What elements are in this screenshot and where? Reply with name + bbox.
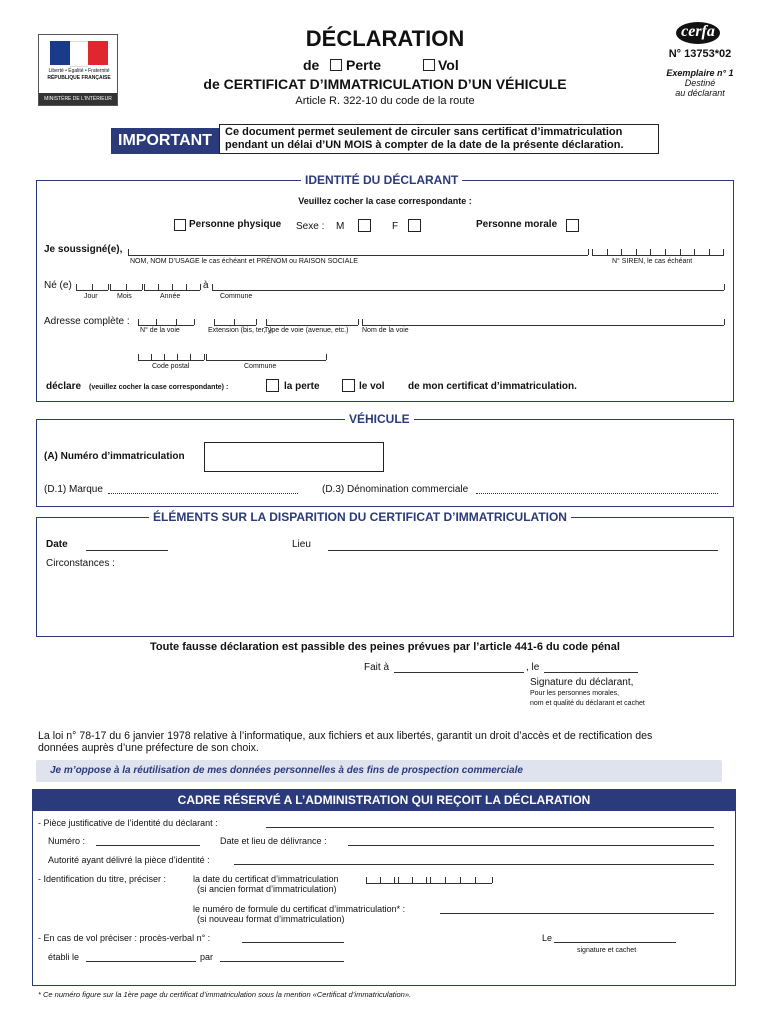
tick <box>138 319 139 325</box>
numero-label: Numéro : <box>48 836 86 846</box>
nom-voie-input[interactable] <box>362 325 724 326</box>
no-voie-input[interactable] <box>138 325 194 326</box>
tick <box>204 354 205 360</box>
lieu-label: Lieu <box>292 539 311 550</box>
code-postal-input[interactable] <box>138 360 204 361</box>
tick <box>190 354 191 360</box>
nom-qualite: nom et qualité du déclarant et cachet <box>530 700 645 707</box>
nouveau-format: (si nouveau format d’immatriculation) <box>197 914 345 924</box>
loi-line2: données auprès d’une préfecture de son choix. <box>38 742 259 754</box>
de-mon-certificat: de mon certificat d’immatriculation. <box>408 381 577 392</box>
sexe-m-checkbox[interactable] <box>358 219 371 232</box>
tick <box>234 319 235 325</box>
date-lieu-label: Date et lieu de délivrance : <box>220 836 327 846</box>
personne-morale-checkbox[interactable] <box>566 219 579 232</box>
cerfa-logo: cerfa <box>676 22 720 44</box>
commune-hint: Commune <box>220 293 253 300</box>
tick <box>592 249 593 255</box>
siren-input[interactable] <box>592 255 724 256</box>
circonstances-label: Circonstances : <box>46 558 115 569</box>
tick <box>398 877 399 883</box>
destine-label: Destiné <box>684 78 716 88</box>
tick <box>172 284 173 290</box>
tick <box>724 319 725 325</box>
tick <box>724 284 725 290</box>
nom-hint: NOM, NOM D’USAGE le cas échéant et PRÉNOM ou RAISON SOCIALE <box>130 258 358 265</box>
date-input[interactable] <box>86 550 168 551</box>
tick <box>186 284 187 290</box>
numero-immat-label: (A) Numéro d’immatriculation <box>44 451 185 462</box>
vol-pv-label: - En cas de vol préciser : procès-verbal n° : <box>38 933 211 943</box>
tick <box>142 284 143 290</box>
tick <box>430 877 431 883</box>
le-vol-label: le vol <box>359 381 385 392</box>
veuillez-cocher: Veuillez cocher la case correspondante : <box>298 196 472 206</box>
numero-input[interactable] <box>96 845 200 846</box>
jour-hint: Jour <box>84 293 98 300</box>
identification-label: - Identification du titre, préciser : <box>38 874 167 884</box>
title-de: de <box>303 57 320 73</box>
piece-label: - Pièce justificative de l’identité du déclarant : <box>38 818 218 828</box>
important-line2: pendant un délai d’UN MOIS à compter de la date de la présente déclaration. <box>225 139 624 151</box>
oppose-text: Je m’oppose à la réutilisation de mes données personnelles à des fins de prospection commerciale <box>50 765 523 776</box>
tick <box>158 284 159 290</box>
identite-title: IDENTITÉ DU DÉCLARANT <box>301 173 462 187</box>
tick <box>460 877 461 883</box>
commune-input[interactable] <box>206 360 326 361</box>
etabli-label: établi le <box>48 952 80 962</box>
tick <box>128 249 129 255</box>
vol-checkbox[interactable] <box>423 59 435 71</box>
adresse-label: Adresse complète : <box>44 316 130 327</box>
tick <box>92 284 93 290</box>
loi-line1: La loi n° 78-17 du 6 janvier 1978 relative à l’informatique, aux fichiers et aux libertés, garantit un droit d’accès et de rectification des <box>38 730 653 742</box>
pour-personnes-morales: Pour les personnes morales, <box>530 690 620 697</box>
tick <box>366 877 367 883</box>
important-line1: Ce document permet seulement de circuler sans certificat d’immatriculation <box>225 126 623 138</box>
date-certificat-input[interactable] <box>366 883 492 884</box>
a-label: à <box>203 280 209 291</box>
code-postal-hint: Code postal <box>152 363 190 370</box>
personne-morale-label: Personne morale <box>476 219 558 230</box>
circonstances-input[interactable] <box>46 572 726 632</box>
type-voie-hint: Type de voie (avenue, etc.) <box>264 327 349 334</box>
tick <box>151 354 152 360</box>
tick <box>492 877 493 883</box>
sexe-f-checkbox[interactable] <box>408 219 421 232</box>
tick <box>200 284 201 290</box>
declare-label: déclare <box>46 381 82 392</box>
date-lieu-input[interactable] <box>348 845 714 846</box>
tick <box>607 249 608 255</box>
tick <box>694 249 695 255</box>
ancien-format: (si ancien format d’immatriculation) <box>197 884 337 894</box>
tick <box>445 877 446 883</box>
tick <box>194 319 195 325</box>
declare-hint: (veuillez cocher la case correspondante) : <box>89 384 229 391</box>
tick <box>206 354 207 360</box>
exemplaire-label: Exemplaire n° 1 <box>666 68 734 78</box>
tick <box>680 249 681 255</box>
mois-input[interactable] <box>110 290 142 291</box>
admin-le-input[interactable] <box>554 942 676 943</box>
annee-input[interactable] <box>144 290 200 291</box>
tick <box>723 249 724 255</box>
la-perte-label: la perte <box>284 381 320 392</box>
tick <box>108 284 109 290</box>
tick <box>156 319 157 325</box>
tick <box>621 249 622 255</box>
jour-input[interactable] <box>76 290 108 291</box>
numero-formule-input[interactable] <box>440 913 714 914</box>
signature-label: Signature du déclarant, <box>530 677 634 688</box>
numero-immat-input[interactable] <box>204 442 384 472</box>
tick <box>380 877 381 883</box>
tick <box>326 354 327 360</box>
tick <box>256 319 257 325</box>
extension-input[interactable] <box>214 325 256 326</box>
extension-hint: Extension (bis, ter, .) <box>208 327 272 334</box>
fait-a-label: Fait à <box>364 662 390 673</box>
le-vol-checkbox[interactable] <box>342 379 355 392</box>
date-certificat-label: la date du certificat d’immatriculation <box>193 874 339 884</box>
tick <box>212 284 213 290</box>
siren-hint: N° SIREN, le cas échéant <box>612 258 693 265</box>
logo-motto: Liberté • Égalité • Fraternité <box>48 68 110 74</box>
autorite-label: Autorité ayant délivré la pièce d’identité : <box>48 855 210 865</box>
annee-hint: Année <box>160 293 181 300</box>
date-label: Date <box>46 539 68 550</box>
tick <box>588 249 589 255</box>
important-badge: IMPORTANT <box>111 128 219 154</box>
tick <box>126 284 127 290</box>
tick <box>709 249 710 255</box>
article-reference: Article R. 322-10 du code de la route <box>295 95 475 107</box>
tick <box>358 319 359 325</box>
la-perte-checkbox[interactable] <box>266 379 279 392</box>
le-label: , le <box>526 662 540 673</box>
tick <box>636 249 637 255</box>
tick <box>138 354 139 360</box>
personne-physique-checkbox[interactable] <box>174 219 186 231</box>
mois-hint: Mois <box>117 293 132 300</box>
commune2-hint: Commune <box>244 363 277 370</box>
tick <box>412 877 413 883</box>
no-voie-hint: N° de la voie <box>140 327 180 334</box>
sexe-f-label: F <box>392 221 399 232</box>
fait-a-input[interactable] <box>394 672 524 673</box>
denomination-label: (D.3) Dénomination commerciale <box>322 484 469 495</box>
admin-section <box>32 811 736 986</box>
tick <box>177 354 178 360</box>
identite-section <box>36 180 734 402</box>
etabli-input[interactable] <box>86 961 196 962</box>
page-subtitle: de CERTIFICAT D’IMMATRICULATION D’UN VÉHICULE <box>203 76 567 92</box>
le-date-input[interactable] <box>544 672 638 673</box>
admin-le-label: Le <box>542 933 553 943</box>
par-input[interactable] <box>220 961 344 962</box>
admin-title: CADRE RÉSERVÉ A L’ADMINISTRATION QUI REÇOIT LA DÉCLARATION <box>177 793 591 807</box>
vol-label: Vol <box>438 57 459 73</box>
je-soussigne-label: Je soussigné(e), <box>44 244 123 255</box>
marque-label: (D.1) Marque <box>44 484 103 495</box>
tick <box>144 284 145 290</box>
marque-input[interactable] <box>108 493 298 494</box>
tick <box>394 877 395 883</box>
tick <box>214 319 215 325</box>
nom-voie-hint: Nom de la voie <box>362 327 409 334</box>
penal-warning: Toute fausse déclaration est passible des peines prévues par l’article 441-6 du code pénal <box>150 641 620 653</box>
sexe-label: Sexe : <box>296 221 325 232</box>
tick <box>164 354 165 360</box>
footnote: * Ce numéro figure sur la 1ère page du certificat d’immatriculation sous la mention «Certificat d’immatriculation». <box>38 990 412 999</box>
personne-physique-label: Personne physique <box>189 219 282 230</box>
vol-pv-input[interactable] <box>242 942 344 943</box>
tick <box>426 877 427 883</box>
signature-cachet: signature et cachet <box>577 947 637 954</box>
cerfa-number: N° 13753*02 <box>668 48 732 60</box>
tick <box>475 877 476 883</box>
tick <box>176 319 177 325</box>
perte-label: Perte <box>346 57 382 73</box>
vehicule-title: VÉHICULE <box>345 412 414 426</box>
au-declarant-label: au déclarant <box>675 88 725 98</box>
sexe-m-label: M <box>336 221 345 232</box>
tick <box>110 284 111 290</box>
logo-ministry: MINISTÈRE DE L'INTÉRIEUR <box>39 93 117 105</box>
denomination-input[interactable] <box>476 493 718 494</box>
tick <box>362 319 363 325</box>
ne-label: Né (e) <box>44 280 72 291</box>
piece-input[interactable] <box>266 827 714 828</box>
type-voie-input[interactable] <box>266 325 358 326</box>
par-label: par <box>200 952 214 962</box>
autorite-input[interactable] <box>234 864 714 865</box>
logo-republique: RÉPUBLIQUE FRANÇAISE <box>47 75 111 81</box>
page-title: DÉCLARATION <box>305 26 465 51</box>
nom-input[interactable] <box>128 255 588 256</box>
lieu-input[interactable] <box>328 550 718 551</box>
perte-checkbox[interactable] <box>330 59 342 71</box>
tick <box>665 249 666 255</box>
tick <box>76 284 77 290</box>
commune-naissance-input[interactable] <box>212 290 724 291</box>
numero-formule-label: le numéro de formule du certificat d’immatriculation* : <box>193 904 406 914</box>
tick <box>266 319 267 325</box>
elements-title: ÉLÉMENTS SUR LA DISPARITION DU CERTIFICAT D’IMMATRICULATION <box>149 510 571 524</box>
tick <box>650 249 651 255</box>
